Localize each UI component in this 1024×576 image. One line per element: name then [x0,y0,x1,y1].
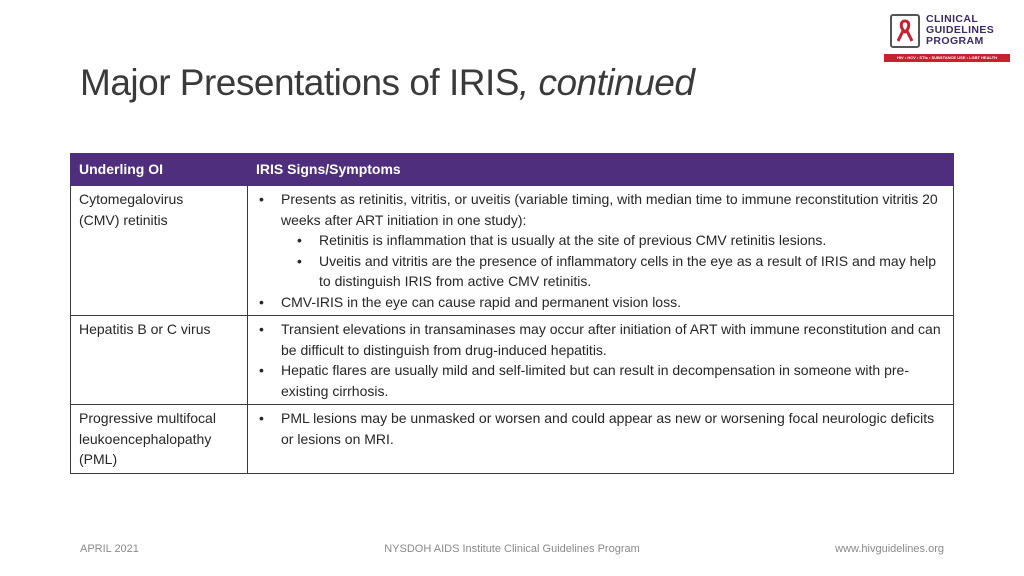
oi-line: (PML) [79,451,118,467]
page-title [80,62,694,104]
logo-line-1: CLINICAL [926,13,979,25]
oi-cell [71,405,248,474]
footer-url: www.hivguidelines.org [835,543,944,555]
red-ribbon-icon [897,19,913,43]
table-row [71,405,954,474]
sub-bullet-item: • Retinitis is inflammation that is usually at the site of previous CMV retinitis lesions. [281,230,945,251]
title-continued: , continued [518,62,695,103]
bullet-list [256,408,945,449]
table-header-row [71,154,954,186]
bullet-item: • CMV-IRIS in the eye can cause rapid and permanent vision loss. [256,292,945,313]
logo-tagline: HIV • HCV • STIs • SUBSTANCE USE • LGBT HEALTH [884,54,1010,62]
symptoms-cell [248,405,954,474]
logo-badge [890,14,920,48]
header-underlying-oi: Underling OI [71,154,248,186]
oi-cell [71,316,248,405]
table-row [71,186,954,316]
oi-line: Progressive multifocal [79,410,216,426]
bullet-item: • Hepatic flares are usually mild and self-limited but can result in decompensation in someone with pre-existing cirrhosis. [256,360,945,401]
title-main: Major Presentations of IRIS [80,62,519,103]
sub-bullet-item: • Uveitis and vitritis are the presence of inflammatory cells in the eye as a result of IRIS and may help to distinguish IRIS from active CMV retinitis. [281,251,945,292]
clinical-guidelines-logo [884,14,1010,64]
bullet-item: • Transient elevations in transaminases may occur after initiation of ART with immune reconstitution and can be difficult to distinguish from drug-induced hepatitis. [256,319,945,360]
logo-line-2: GUIDELINES [926,24,995,36]
logo-line-3: PROGRAM [926,35,984,47]
symptoms-cell [248,316,954,405]
iris-table [70,153,954,474]
oi-line: Hepatitis B or C virus [79,321,211,337]
footer-date: APRIL 2021 [80,543,139,555]
bullet-list [256,189,945,312]
bullet-item: • PML lesions may be unmasked or worsen and could appear as new or worsening focal neurologic deficits or lesions on MRI. [256,408,945,449]
symptoms-cell [248,186,954,316]
bullet-text: Presents as retinitis, vitritis, or uveitis (variable timing, with median time to immune reconstitution vitritis 20 weeks after ART initiation in one study): [281,191,938,228]
footer-org: NYSDOH AIDS Institute Clinical Guidelines Program [384,543,640,555]
table-row [71,316,954,405]
oi-cell [71,186,248,316]
bullet-item [256,189,945,292]
sub-bullet-list [281,230,945,292]
bullet-list [256,319,945,401]
oi-line: leukoencephalopathy [79,430,212,447]
oi-line: Cytomegalovirus [79,191,184,207]
logo-wordmark [926,14,994,47]
header-iris-signs: IRIS Signs/Symptoms [248,154,954,186]
oi-line: (CMV) retinitis [79,211,168,228]
